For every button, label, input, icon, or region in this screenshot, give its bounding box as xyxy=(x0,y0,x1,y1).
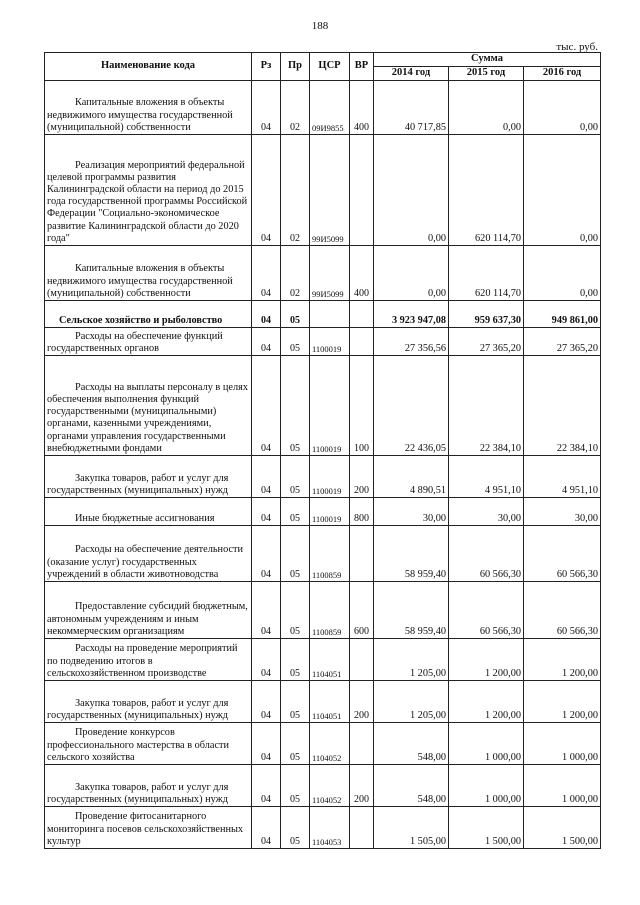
row-2014: 40 717,85 xyxy=(374,81,449,135)
row-name: Закупка товаров, работ и услуг для государственных (муниципальных) нужд xyxy=(45,681,252,723)
row-pr: 05 xyxy=(281,807,310,849)
row-csr: 09И9855 xyxy=(310,81,350,135)
table-row xyxy=(45,356,601,456)
row-name: Расходы на проведение мероприятий по подведению итогов в сельскохозяйственном производстве xyxy=(45,639,252,681)
row-vr xyxy=(350,526,374,582)
page-number: 188 xyxy=(311,20,329,32)
row-rz: 04 xyxy=(252,456,281,498)
row-name: Расходы на выплаты персоналу в целях обеспечения выполнения функций государственными (муниципальными) органами, казенными учреждениями, органами управления государственными внебюджетными фондами xyxy=(45,356,252,456)
row-name: Сельское хозяйство и рыболовство xyxy=(45,301,252,328)
table-row xyxy=(45,328,601,356)
row-csr: 1104051 xyxy=(310,681,350,723)
table-header xyxy=(45,53,601,81)
row-name: Расходы на обеспечение функций государственных органов xyxy=(45,328,252,356)
row-name: Капитальные вложения в объекты недвижимого имущества государственной (муниципальной) собственности xyxy=(45,81,252,135)
row-name: Реализация мероприятий федеральной целевой программы развития Калининградской области на период до 2015 года государственной программы Российской Федерации "Социально-экономическое развитие Калининградской области до 2020 года" xyxy=(45,135,252,246)
row-vr xyxy=(350,135,374,246)
units-label: тыс. руб. xyxy=(556,41,598,53)
row-2016: 0,00 xyxy=(524,81,601,135)
row-pr: 02 xyxy=(281,246,310,301)
header-name: Наименование кода xyxy=(45,53,252,81)
row-pr: 05 xyxy=(281,456,310,498)
row-csr: 99И5099 xyxy=(310,135,350,246)
row-name: Предоставление субсидий бюджетным, автономным учреждениям и иным некоммерческим организациям xyxy=(45,582,252,639)
row-vr xyxy=(350,807,374,849)
row-2015: 959 637,30 xyxy=(449,301,524,328)
row-pr: 05 xyxy=(281,498,310,526)
row-vr: 800 xyxy=(350,498,374,526)
row-csr: 1104053 xyxy=(310,807,350,849)
row-csr xyxy=(310,301,350,328)
row-2015: 30,00 xyxy=(449,498,524,526)
table-row-section xyxy=(45,301,601,328)
header-pr: Пр xyxy=(281,53,310,81)
row-2014: 0,00 xyxy=(374,135,449,246)
row-csr: 1100019 xyxy=(310,498,350,526)
row-2015: 60 566,30 xyxy=(449,582,524,639)
row-2016: 1 200,00 xyxy=(524,639,601,681)
row-2014: 30,00 xyxy=(374,498,449,526)
row-name: Проведение конкурсов профессионального мастерства в области сельского хозяйства xyxy=(45,723,252,765)
row-2015: 620 114,70 xyxy=(449,246,524,301)
row-2014: 0,00 xyxy=(374,246,449,301)
row-2014: 548,00 xyxy=(374,723,449,765)
row-csr: 1100859 xyxy=(310,582,350,639)
row-name: Расходы на обеспечение деятельности (оказание услуг) государственных учреждений в области животноводства xyxy=(45,526,252,582)
row-2016: 0,00 xyxy=(524,135,601,246)
row-rz: 04 xyxy=(252,681,281,723)
header-year-2016: 2016 год xyxy=(524,67,601,81)
table-row xyxy=(45,456,601,498)
header-year-2015: 2015 год xyxy=(449,67,524,81)
row-csr: 1100019 xyxy=(310,328,350,356)
row-rz: 04 xyxy=(252,639,281,681)
table-row xyxy=(45,681,601,723)
row-pr: 05 xyxy=(281,328,310,356)
row-2016: 949 861,00 xyxy=(524,301,601,328)
row-2016: 30,00 xyxy=(524,498,601,526)
row-2014: 3 923 947,08 xyxy=(374,301,449,328)
row-2016: 22 384,10 xyxy=(524,356,601,456)
row-2015: 0,00 xyxy=(449,81,524,135)
row-2014: 58 959,40 xyxy=(374,582,449,639)
row-2016: 27 365,20 xyxy=(524,328,601,356)
row-rz: 04 xyxy=(252,526,281,582)
row-name: Закупка товаров, работ и услуг для государственных (муниципальных) нужд xyxy=(45,456,252,498)
row-2015: 1 200,00 xyxy=(449,681,524,723)
table-row xyxy=(45,765,601,807)
row-vr xyxy=(350,301,374,328)
table-row xyxy=(45,498,601,526)
row-2015: 27 365,20 xyxy=(449,328,524,356)
header-csr: ЦСР xyxy=(310,53,350,81)
row-2016: 0,00 xyxy=(524,246,601,301)
row-2016: 60 566,30 xyxy=(524,582,601,639)
row-vr: 200 xyxy=(350,681,374,723)
row-name: Проведение фитосанитарного мониторинга посевов сельскохозяйственных культур xyxy=(45,807,252,849)
row-2014: 27 356,56 xyxy=(374,328,449,356)
row-csr: 1104052 xyxy=(310,723,350,765)
row-rz: 04 xyxy=(252,301,281,328)
row-pr: 02 xyxy=(281,135,310,246)
row-pr: 05 xyxy=(281,639,310,681)
row-vr: 400 xyxy=(350,246,374,301)
row-2015: 4 951,10 xyxy=(449,456,524,498)
row-rz: 04 xyxy=(252,328,281,356)
row-2014: 1 505,00 xyxy=(374,807,449,849)
row-vr xyxy=(350,328,374,356)
row-rz: 04 xyxy=(252,723,281,765)
row-2015: 1 000,00 xyxy=(449,723,524,765)
row-2014: 22 436,05 xyxy=(374,356,449,456)
row-pr: 05 xyxy=(281,526,310,582)
header-vr: ВР xyxy=(350,53,374,81)
header-rz: Рз xyxy=(252,53,281,81)
row-pr: 05 xyxy=(281,301,310,328)
row-2016: 60 566,30 xyxy=(524,526,601,582)
row-2015: 22 384,10 xyxy=(449,356,524,456)
row-vr xyxy=(350,639,374,681)
row-pr: 05 xyxy=(281,681,310,723)
row-2015: 1 000,00 xyxy=(449,765,524,807)
row-vr: 600 xyxy=(350,582,374,639)
table-row xyxy=(45,135,601,246)
row-pr: 05 xyxy=(281,723,310,765)
row-2016: 1 200,00 xyxy=(524,681,601,723)
row-2016: 4 951,10 xyxy=(524,456,601,498)
row-csr: 1100859 xyxy=(310,526,350,582)
row-2014: 1 205,00 xyxy=(374,681,449,723)
row-2016: 1 500,00 xyxy=(524,807,601,849)
row-2014: 1 205,00 xyxy=(374,639,449,681)
row-2015: 620 114,70 xyxy=(449,135,524,246)
row-pr: 02 xyxy=(281,81,310,135)
row-csr: 99И5099 xyxy=(310,246,350,301)
header-year-2014: 2014 год xyxy=(374,67,449,81)
row-name: Капитальные вложения в объекты недвижимого имущества государственной (муниципальной) собственности xyxy=(45,246,252,301)
row-rz: 04 xyxy=(252,135,281,246)
table-row xyxy=(45,81,601,135)
row-csr: 1104051 xyxy=(310,639,350,681)
row-csr: 1100019 xyxy=(310,456,350,498)
row-csr: 1100019 xyxy=(310,356,350,456)
row-csr: 1104052 xyxy=(310,765,350,807)
table-row xyxy=(45,639,601,681)
row-pr: 05 xyxy=(281,765,310,807)
budget-table xyxy=(44,52,601,849)
row-2015: 60 566,30 xyxy=(449,526,524,582)
row-2014: 548,00 xyxy=(374,765,449,807)
table-row xyxy=(45,526,601,582)
row-rz: 04 xyxy=(252,81,281,135)
row-rz: 04 xyxy=(252,498,281,526)
row-2015: 1 200,00 xyxy=(449,639,524,681)
row-pr: 05 xyxy=(281,582,310,639)
row-pr: 05 xyxy=(281,356,310,456)
header-sum: Сумма xyxy=(374,53,601,67)
row-rz: 04 xyxy=(252,356,281,456)
row-name: Закупка товаров, работ и услуг для государственных (муниципальных) нужд xyxy=(45,765,252,807)
table-row xyxy=(45,582,601,639)
row-2014: 4 890,51 xyxy=(374,456,449,498)
row-name: Иные бюджетные ассигнования xyxy=(45,498,252,526)
row-vr: 200 xyxy=(350,765,374,807)
table-body xyxy=(45,81,601,849)
row-vr: 400 xyxy=(350,81,374,135)
row-2016: 1 000,00 xyxy=(524,723,601,765)
table-row xyxy=(45,723,601,765)
table-row xyxy=(45,807,601,849)
row-rz: 04 xyxy=(252,582,281,639)
row-2014: 58 959,40 xyxy=(374,526,449,582)
row-vr: 200 xyxy=(350,456,374,498)
row-2016: 1 000,00 xyxy=(524,765,601,807)
row-rz: 04 xyxy=(252,807,281,849)
row-2015: 1 500,00 xyxy=(449,807,524,849)
row-rz: 04 xyxy=(252,246,281,301)
row-rz: 04 xyxy=(252,765,281,807)
row-vr: 100 xyxy=(350,356,374,456)
row-vr xyxy=(350,723,374,765)
table-row xyxy=(45,246,601,301)
